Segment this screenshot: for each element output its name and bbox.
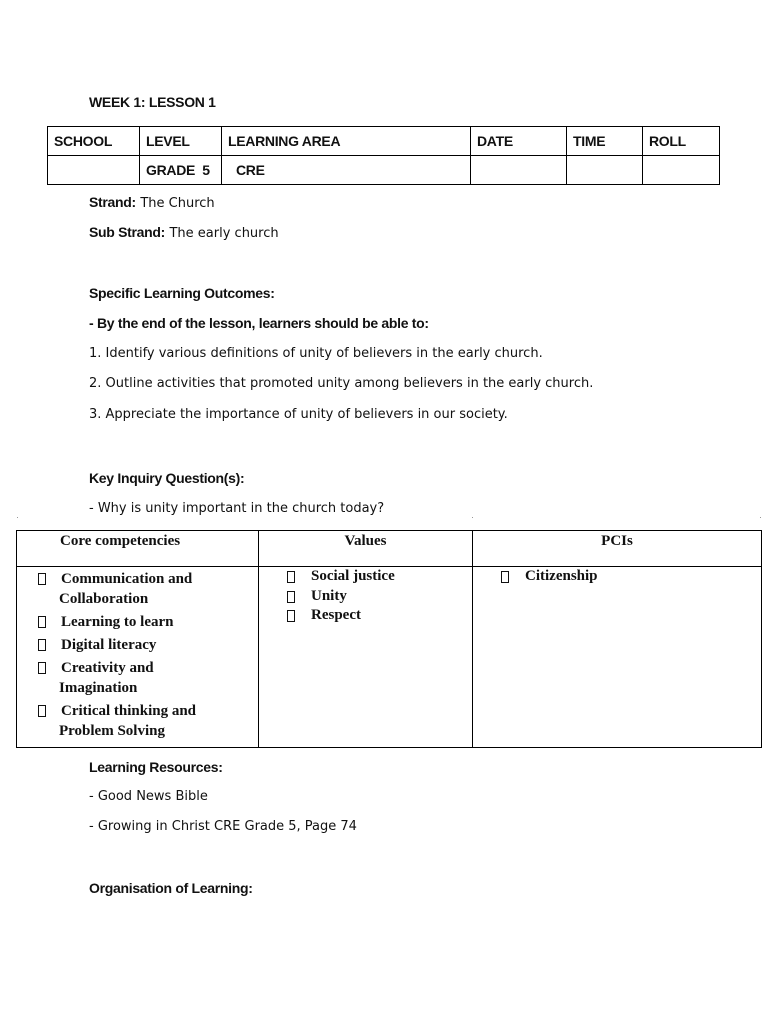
outcome-item: 1. Identify various definitions of unity of believers in the early church. [89, 346, 543, 361]
outcome-item: 2. Outline activities that promoted unity among believers in the early church. [89, 376, 594, 391]
values-cell [259, 567, 473, 748]
list-item: Communication and Collaboration [17, 569, 258, 609]
header-school: SCHOOL [48, 127, 140, 156]
checkbox-icon [501, 571, 509, 583]
lesson-info-table [47, 126, 720, 185]
sub-strand-value: The early church [169, 226, 279, 241]
checkbox-icon [287, 591, 295, 603]
checkbox-icon [38, 705, 46, 717]
value-date[interactable] [471, 156, 567, 185]
competency-table-header-row [17, 531, 762, 567]
info-table-value-row [48, 156, 720, 185]
header-values: Values [259, 531, 473, 567]
header-core-competencies: Core competencies [17, 531, 259, 567]
checkbox-icon [38, 639, 46, 651]
value-time[interactable] [567, 156, 643, 185]
list-item: Respect [259, 606, 472, 626]
values-list [259, 567, 472, 626]
header-level: LEVEL [140, 127, 222, 156]
header-pcis: PCIs [473, 531, 762, 567]
sub-strand-line [89, 224, 279, 242]
list-item: Learning to learn [17, 612, 258, 632]
checkbox-icon [287, 610, 295, 622]
value-learning-area[interactable]: CRE [222, 156, 471, 185]
header-roll: ROLL [643, 127, 720, 156]
outcome-item: 3. Appreciate the importance of unity of believers in our society. [89, 407, 508, 422]
list-item: Creativity and Imagination [17, 658, 258, 698]
value-level[interactable]: GRADE 5 [140, 156, 222, 185]
header-date: DATE [471, 127, 567, 156]
info-table-header-row [48, 127, 720, 156]
list-item: Critical thinking and Problem Solving [17, 701, 258, 741]
pcis-cell [473, 567, 762, 748]
inquiry-heading: Key Inquiry Question(s): [89, 470, 245, 486]
pcis-list [473, 567, 761, 587]
resource-item: - Good News Bible [89, 789, 208, 804]
list-item: Social justice [259, 567, 472, 587]
checkbox-icon [38, 616, 46, 628]
header-time: TIME [567, 127, 643, 156]
list-item: Citizenship [473, 567, 761, 587]
lesson-title: WEEK 1: LESSON 1 [89, 94, 216, 110]
inquiry-question: - Why is unity important in the church today? [89, 501, 385, 516]
header-learning-area: LEARNING AREA [222, 127, 471, 156]
checkbox-icon [38, 573, 46, 585]
competency-table-body-row [17, 567, 762, 748]
strand-value: The Church [140, 196, 215, 211]
competency-table [16, 530, 762, 748]
strand-label: Strand: [89, 194, 136, 210]
page-mark [472, 517, 473, 518]
list-item: Digital literacy [17, 635, 258, 655]
resource-item: - Growing in Christ CRE Grade 5, Page 74 [89, 819, 357, 834]
checkbox-icon [287, 571, 295, 583]
strand-line [89, 194, 215, 212]
value-roll[interactable] [643, 156, 720, 185]
outcomes-intro: - By the end of the lesson, learners should be able to: [89, 315, 429, 331]
sub-strand-label: Sub Strand: [89, 224, 166, 240]
outcomes-heading: Specific Learning Outcomes: [89, 285, 275, 301]
core-competencies-list [17, 569, 258, 741]
organisation-heading: Organisation of Learning: [89, 880, 253, 896]
page-mark [17, 517, 18, 518]
page-mark [760, 517, 761, 518]
checkbox-icon [38, 662, 46, 674]
resources-heading: Learning Resources: [89, 759, 223, 775]
list-item: Unity [259, 587, 472, 607]
core-competencies-cell [17, 567, 259, 748]
value-school[interactable] [48, 156, 140, 185]
